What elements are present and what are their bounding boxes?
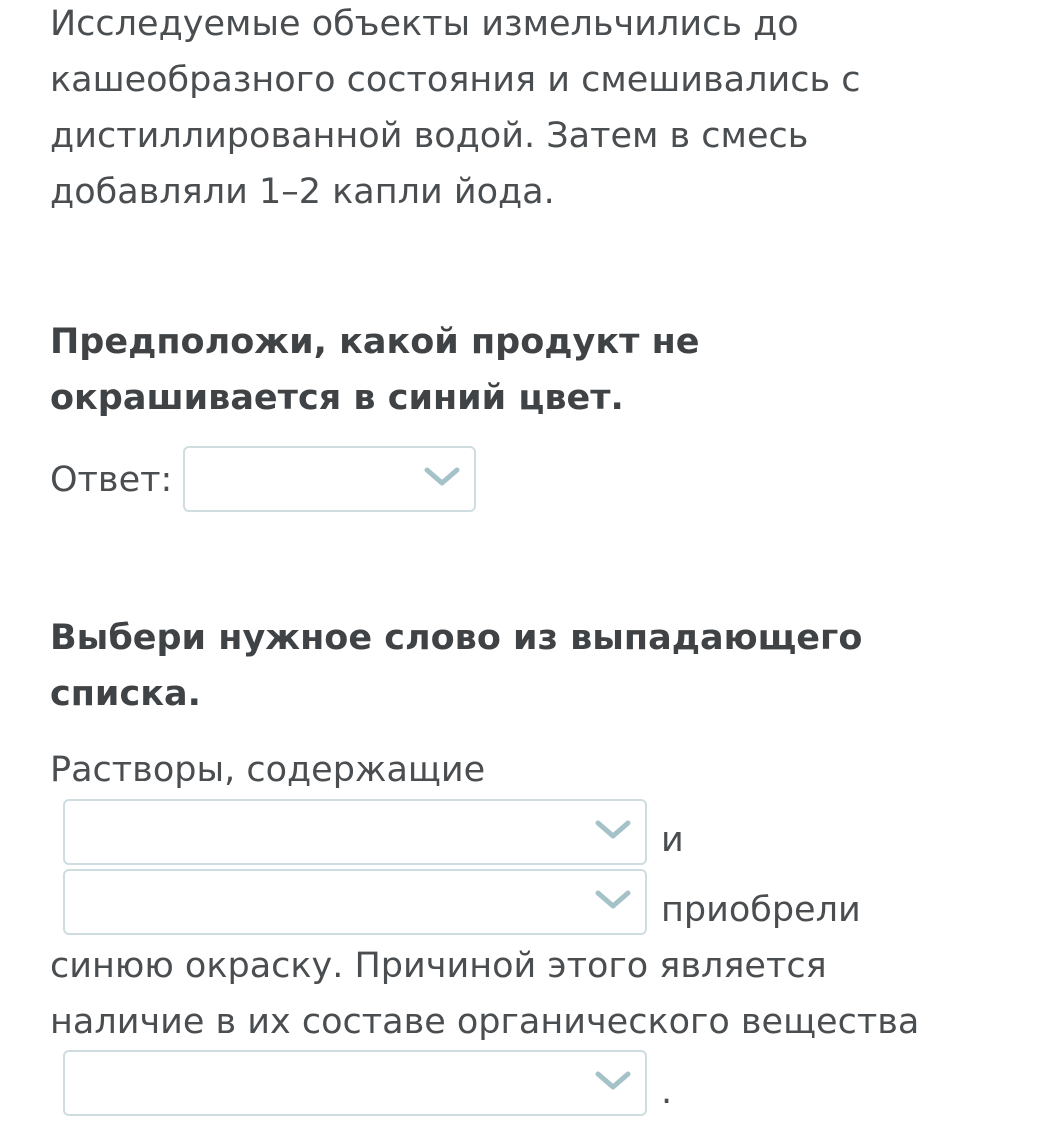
sentence-start: Растворы, содержащие <box>50 750 486 790</box>
intro-line: добавляли 1–2 капли йода. <box>50 172 555 212</box>
answer-dropdown[interactable] <box>183 446 476 512</box>
chevron-down-icon <box>595 820 631 840</box>
chevron-down-icon <box>424 467 460 487</box>
question2-title: Выбери нужное слово из выпадающего списка. <box>50 618 863 714</box>
substance-dropdown-1[interactable] <box>63 799 647 865</box>
conjunction-and: и <box>661 820 684 860</box>
sentence-line-3: синюю окраску. Причиной этого является <box>50 946 827 986</box>
question1-title: Предположи, какой продукт не окрашивается в синий цвет. <box>50 322 700 418</box>
intro-line: дистиллированной водой. Затем в смесь <box>50 116 809 156</box>
substance-dropdown-2[interactable] <box>63 869 647 935</box>
intro-line: Исследуемые объекты измельчились до <box>50 4 799 44</box>
sentence-acquired: приобрели <box>661 890 861 930</box>
sentence-line-4: наличие в их составе органического вещества <box>50 1002 920 1042</box>
organic-substance-dropdown[interactable] <box>63 1050 647 1116</box>
answer-label: Ответ: <box>50 460 173 500</box>
intro-line: кашеобразного состояния и смешивались с <box>50 60 861 100</box>
intro-paragraph <box>50 0 950 220</box>
chevron-down-icon <box>595 890 631 910</box>
chevron-down-icon <box>595 1071 631 1091</box>
sentence-end-period: . <box>661 1072 673 1112</box>
